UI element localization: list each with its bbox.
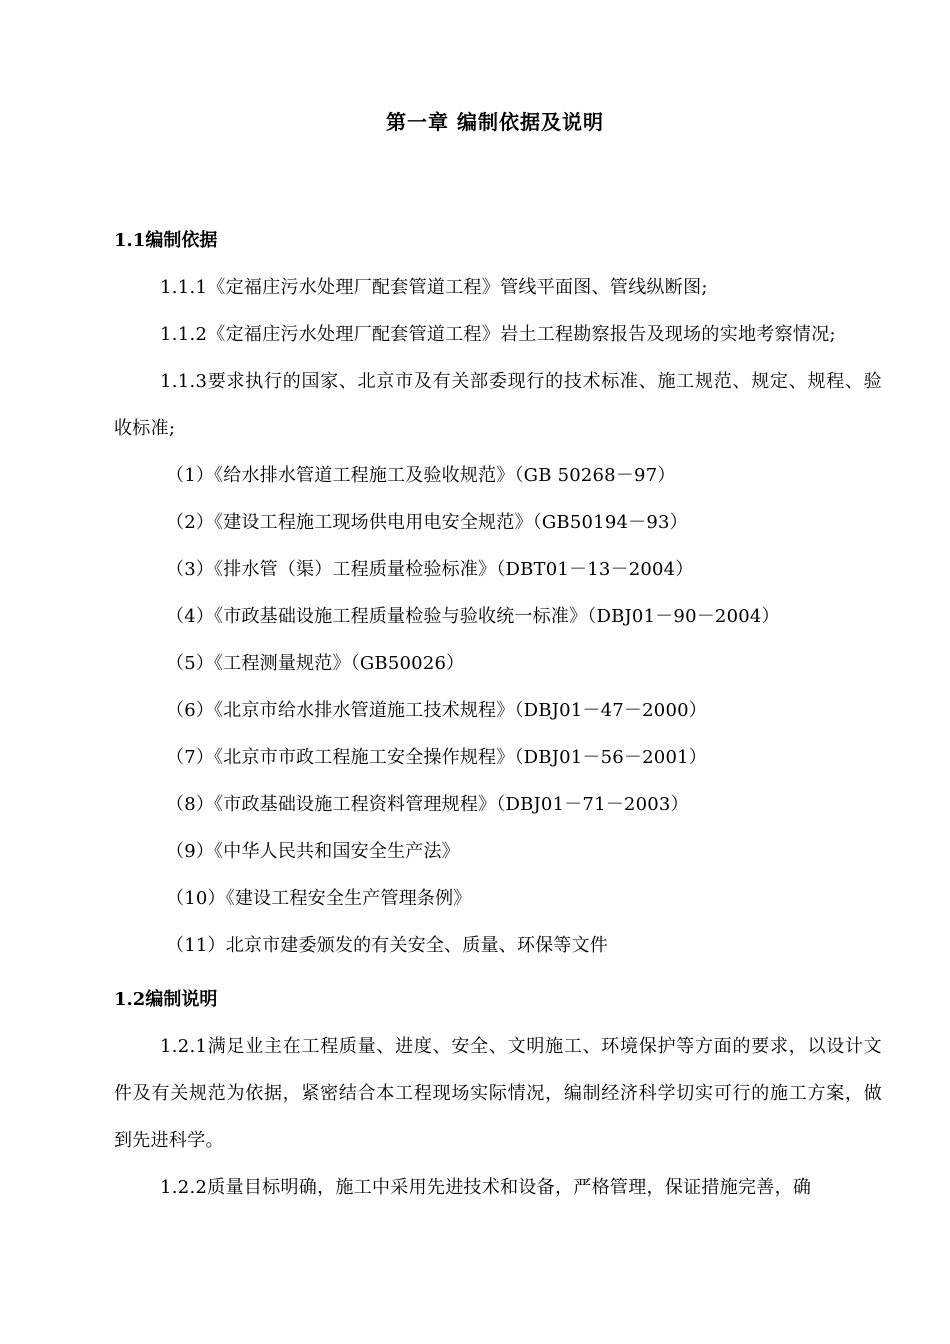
standard-item-10: （10）《建设工程安全生产管理条例》 <box>166 888 472 909</box>
standard-item-7: （7）《北京市市政工程施工安全操作规程》（DBJ01－56－2001） <box>166 747 707 768</box>
chapter-title: 第一章 编制依据及说明 <box>386 110 604 134</box>
standard-item-9: （9）《中华人民共和国安全生产法》 <box>166 841 460 862</box>
document-body <box>114 218 882 1211</box>
standard-item-11: （11）北京市建委颁发的有关安全、质量、环保等文件 <box>166 935 608 956</box>
standard-item-3: （3）《排水管（渠）工程质量检验标准》（DBT01－13－2004） <box>166 559 694 580</box>
paragraph-1-2-2: 1.2.2质量目标明确，施工中采用先进技术和设备，严格管理，保证措施完善，确 <box>160 1177 812 1198</box>
paragraph-1-1-1: 1.1.1《定福庄污水处理厂配套管道工程》管线平面图、管线纵断图; <box>160 277 708 298</box>
standard-item-6: （6）《北京市给水排水管道施工技术规程》（DBJ01－47－2000） <box>166 700 707 721</box>
paragraph-1-2-1: 1.2.1满足业主在工程质量、进度、安全、文明施工、环境保护等方面的要求，以设计文件及有关规范为依据，紧密结合本工程现场实际情况，编制经济科学切实可行的施工方案，做到先进科学。 <box>114 1036 882 1151</box>
section-heading-1-1: 1.1编制依据 <box>114 230 218 251</box>
paragraph-1-1-3: 1.1.3要求执行的国家、北京市及有关部委现行的技术标准、施工规范、规定、规程、验收标准; <box>114 371 882 439</box>
standard-item-5: （5）《工程测量规范》（GB50026） <box>166 653 465 674</box>
paragraph-1-1-2: 1.1.2《定福庄污水处理厂配套管道工程》岩土工程勘察报告及现场的实地考察情况; <box>160 324 836 345</box>
section-heading-1-2: 1.2编制说明 <box>114 989 218 1010</box>
standard-item-2: （2）《建设工程施工现场供电用电安全规范》（GB50194－93） <box>166 512 688 533</box>
standard-item-8: （8）《市政基础设施工程资料管理规程》（DBJ01－71－2003） <box>166 794 689 815</box>
standard-item-1: （1）《给水排水管道工程施工及验收规范》（GB 50268－97） <box>166 465 676 486</box>
standard-item-4: （4）《市政基础设施工程质量检验与验收统一标准》（DBJ01－90－2004） <box>166 606 780 627</box>
